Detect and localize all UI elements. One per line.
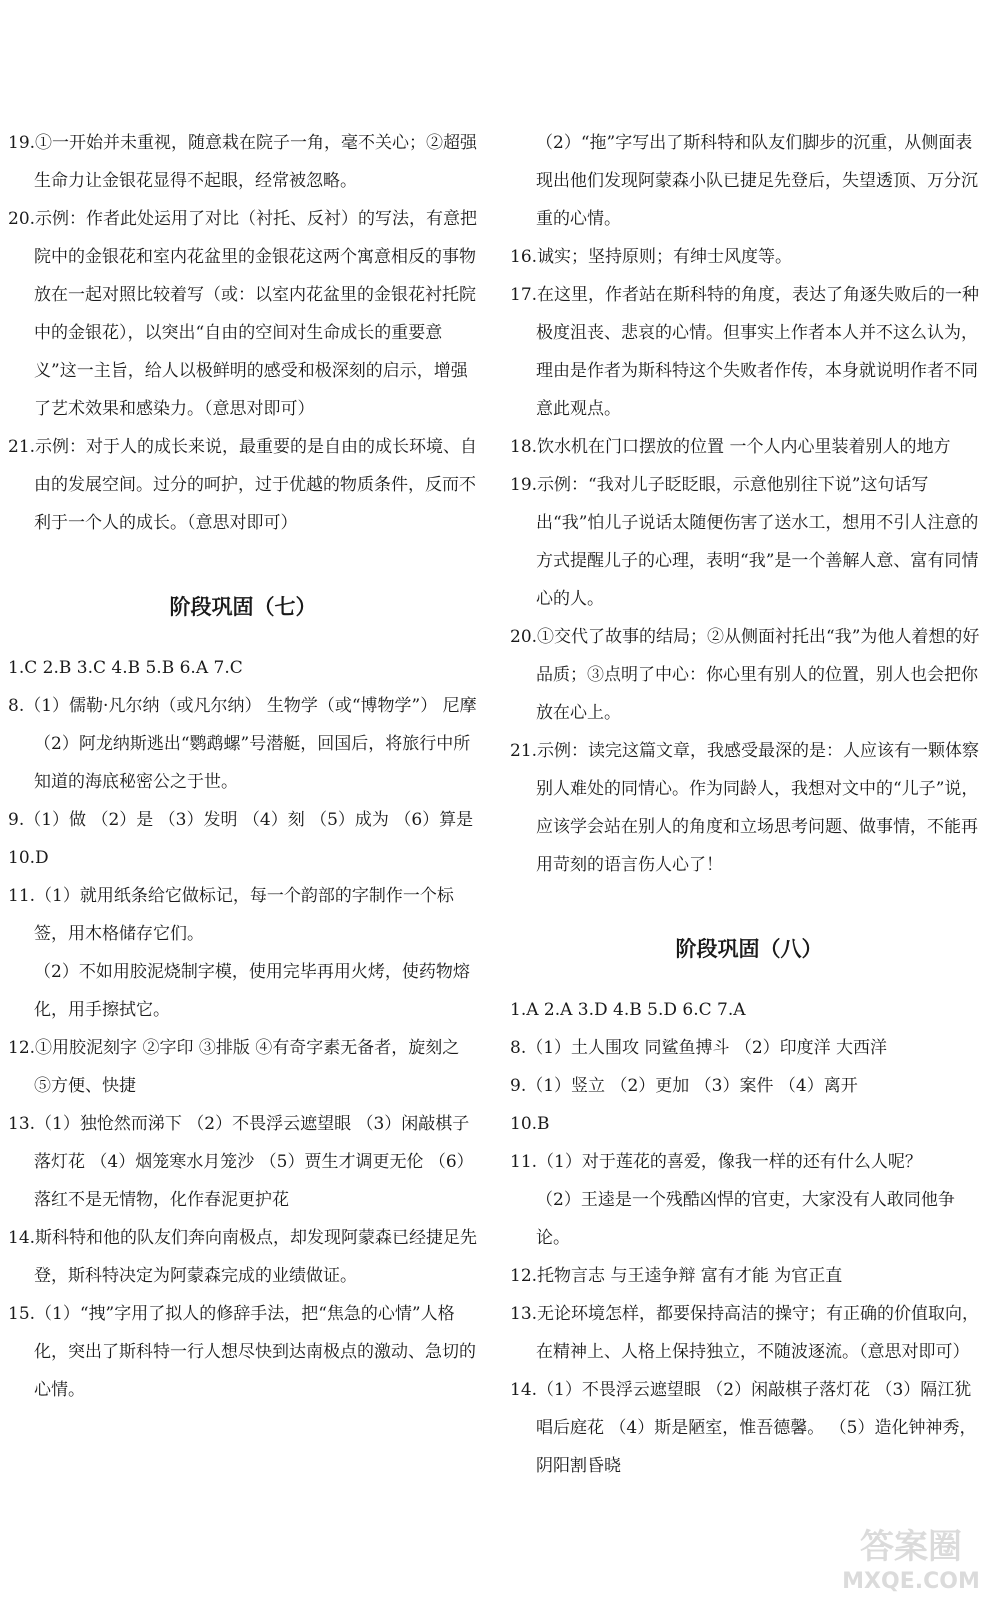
answer-9: 9.（1）做 （2）是 （3）发明 （4）刻 （5）成为 （6）算是 [8, 810, 474, 830]
answer-13: 13.无论环境怎样，都要保持高洁的操守；有正确的价值取向，在精神上、人格上保持独立，不随波逐流。（意思对即可） [510, 1304, 980, 1362]
watermark-logo [836, 1518, 986, 1596]
answer-14: 14.斯科特和他的队友们奔向南极点，却发现阿蒙森已经捷足先登，斯科特决定为阿蒙森完成的业绩做证。 [8, 1228, 478, 1286]
answer-16: 16.诚实；坚持原则；有绅士风度等。 [510, 247, 793, 267]
answer-19: 19.示例：“我对儿子眨眨眼，示意他别往下说”这句话写出“我”怕儿子说话太随便伤害了送水工，想用不引人注意的方式提醒儿子的心理，表明“我”是一个善解人意、富有同情心的人。 [510, 475, 979, 609]
answer-1-7: 1.C 2.B 3.C 4.B 5.B 6.A 7.C [8, 658, 243, 678]
answer-8-1: 8.（1）儒勒·凡尔纳（或凡尔纳） 生物学（或“博物学”） 尼摩 [8, 696, 477, 716]
right-column [510, 124, 988, 1485]
left-column [8, 124, 478, 1409]
answer-10: 10.D [8, 848, 49, 868]
section-title-8: 阶段巩固（八） [675, 937, 823, 961]
answer-12: 12.①用胶泥刻字 ②字印 ③排版 ④有奇字素无备者，旋刻之 ⑤方便、快捷 [8, 1038, 460, 1096]
answer-11-1: 11.（1）就用纸条给它做标记，每一个韵部的字制作一个标签，用木格储存它们。 [8, 886, 454, 944]
answer-15-1: 15.（1）“拽”字用了拟人的修辞手法，把“焦急的心情”人格化，突出了斯科特一行人想尽快到达南极点的激动、急切的心情。 [8, 1304, 476, 1400]
answer-9: 9.（1）竖立 （2）更加 （3）案件 （4）离开 [510, 1076, 858, 1096]
answer-19: 19.①一开始并未重视，随意栽在院子一角，毫不关心；②超强生命力让金银花显得不起眼，经常被忽略。 [8, 133, 478, 191]
answer-11-2: （2）不如用胶泥烧制字模，使用完毕再用火烤，使药物熔化，用手擦拭它。 [34, 962, 470, 1020]
answer-20: 20.示例：作者此处运用了对比（衬托、反衬）的写法，有意把院中的金银花和室内花盆里的金银花这两个寓意相反的事物放在一起对照比较着写（或：以室内花盆里的金银花衬托院中的金银花），以突出“自由的空间对生命成长的重要意义”这一主旨，给人以极鲜明的感受和极深刻的启示，增强了艺术效果和感染力。（意思对即可） [8, 209, 478, 419]
answer-20: 20.①交代了故事的结局；②从侧面衬托出“我”为他人着想的好品质；③点明了中心：你心里有别人的位置，别人也会把你放在心上。 [510, 627, 980, 723]
answer-10: 10.B [510, 1114, 550, 1134]
answer-11-2: （2）王逵是一个残酷凶悍的官吏，大家没有人敢同他争论。 [536, 1190, 955, 1248]
answer-8: 8.（1）土人围攻 同鲨鱼搏斗 （2）印度洋 大西洋 [510, 1038, 888, 1058]
answer-11-1: 11.（1）对于莲花的喜爱，像我一样的还有什么人呢？ [510, 1152, 922, 1172]
answer-17: 17.在这里，作者站在斯科特的角度，表达了角逐失败后的一种极度沮丧、悲哀的心情。但事实上作者本人并不这么认为，理由是作者为斯科特这个失败者作传，本身就说明作者不同意此观点。 [510, 285, 980, 419]
answer-18: 18.饮水机在门口摆放的位置 一个人内心里装着别人的地方 [510, 437, 951, 457]
answer-13: 13.（1）独怆然而涕下 （2）不畏浮云遮望眼 （3）闲敲棋子落灯花 （4）烟笼寒水月笼沙 （5）贾生才调更无伦 （6）落红不是无情物，化作春泥更护花 [8, 1114, 474, 1210]
watermark-line2: MXQE.COM [842, 1569, 980, 1594]
answer-21: 21.示例：读完这篇文章，我感受最深的是：人应该有一颗体察别人难处的同情心。作为同龄人，我想对文中的“儿子”说，应该学会站在别人的角度和立场思考问题、做事情，不能再用苛刻的语言伤人心了！ [510, 741, 980, 875]
answer-15-2: （2）“拖”字写出了斯科特和队友们脚步的沉重，从侧面表现出他们发现阿蒙森小队已捷足先登后，失望透顶、万分沉重的心情。 [536, 133, 978, 229]
answer-1-7: 1.A 2.A 3.D 4.B 5.D 6.C 7.A [510, 1000, 746, 1020]
watermark-line1: 答案圈 [860, 1527, 962, 1567]
answer-21: 21.示例：对于人的成长来说，最重要的是自由的成长环境、自由的发展空间。过分的呵护，过于优越的物质条件，反而不利于一个人的成长。（意思对即可） [8, 437, 478, 533]
answer-12: 12.托物言志 与王逵争辩 富有才能 为官正直 [510, 1266, 843, 1286]
section-title-7: 阶段巩固（七） [169, 595, 317, 619]
answer-14: 14.（1）不畏浮云遮望眼 （2）闲敲棋子落灯花 （3）隔江犹唱后庭花 （4）斯是陋室，惟吾德馨。 （5）造化钟神秀，阴阳割昏晓 [510, 1380, 977, 1476]
answer-8-2: （2）阿龙纳斯逃出“鹦鹉螺”号潜艇，回国后，将旅行中所知道的海底秘密公之于世。 [34, 734, 471, 792]
